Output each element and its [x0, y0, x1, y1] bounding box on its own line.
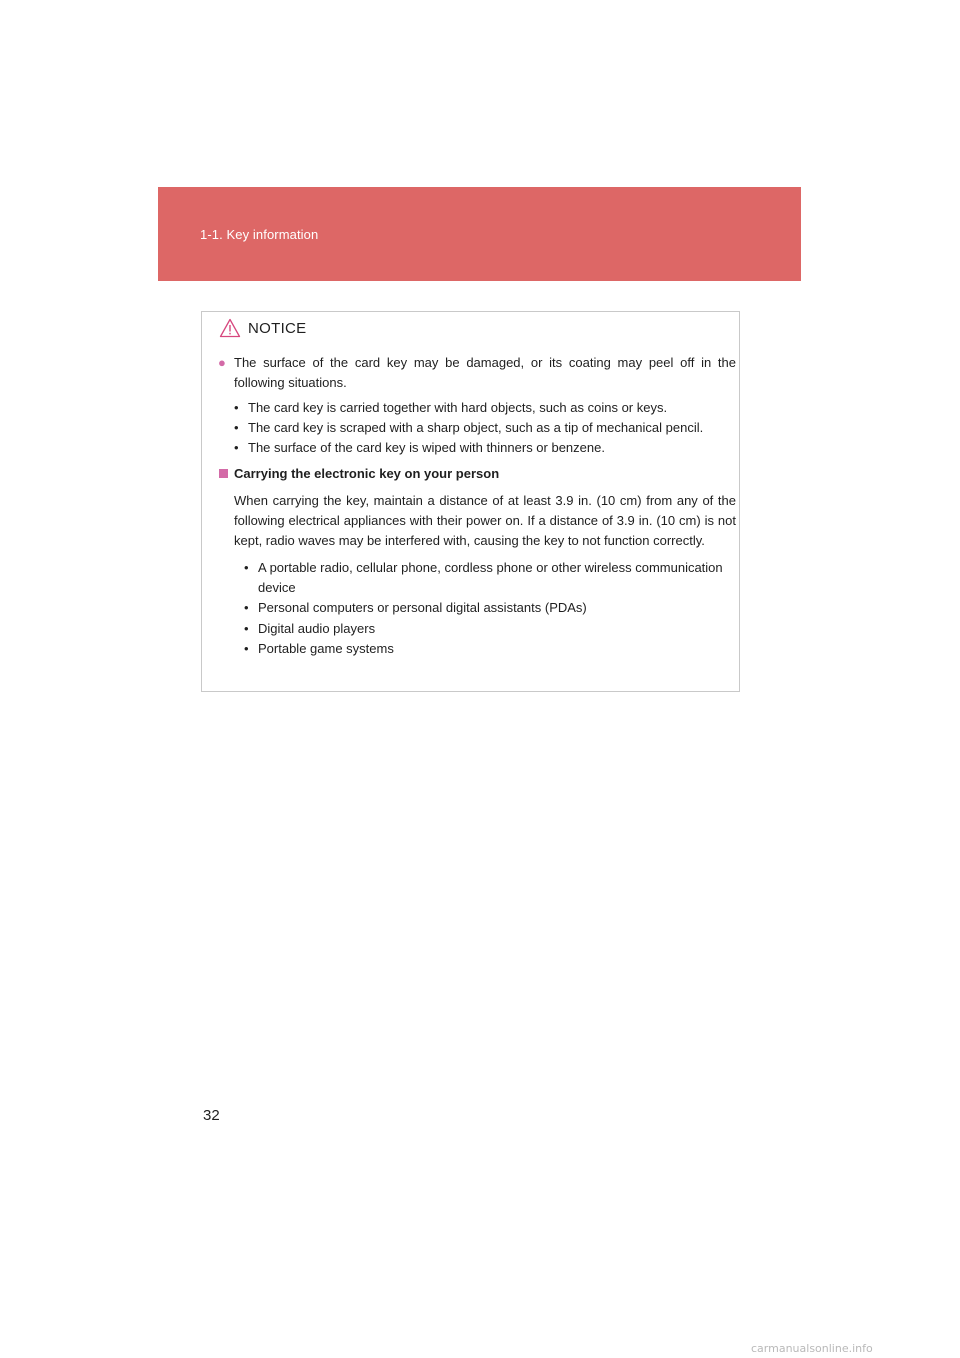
- section-heading-text: Carrying the electronic key on your person: [234, 466, 500, 482]
- page-number: 32: [203, 1107, 220, 1124]
- bullet-dot-icon: •: [234, 440, 239, 456]
- bullet-dot-icon: •: [244, 620, 249, 636]
- warning-triangle-icon: [219, 318, 241, 338]
- situation-text: The card key is carried together with hard objects, such as coins or keys.: [248, 399, 668, 415]
- notice-box: [201, 311, 740, 692]
- square-bullet-icon: [219, 469, 228, 478]
- list-item: [218, 558, 736, 599]
- notice-title: NOTICE: [248, 319, 307, 337]
- list-item: [218, 398, 736, 418]
- notice-intro: [218, 353, 736, 394]
- list-item: [218, 639, 736, 659]
- appliance-text: Digital audio players: [258, 620, 376, 636]
- list-item: [218, 598, 736, 618]
- section-header-band: [158, 187, 801, 281]
- situations-list: [218, 398, 736, 459]
- appliances-list: [218, 558, 736, 659]
- section-heading: [218, 464, 736, 484]
- bullet-dot-icon: •: [234, 419, 239, 435]
- bullet-dot-icon: •: [244, 559, 249, 575]
- notice-body: [218, 353, 736, 659]
- bullet-dot-icon: •: [234, 399, 239, 415]
- list-item: [218, 619, 736, 639]
- appliance-text: A portable radio, cellular phone, cordless phone or other wireless communication device: [258, 559, 723, 595]
- bullet-dot-icon: •: [244, 600, 249, 616]
- appliance-text: Portable game systems: [258, 640, 394, 656]
- list-item: [218, 438, 736, 458]
- bullet-circle-icon: ●: [218, 355, 226, 370]
- list-item: [218, 418, 736, 438]
- notice-intro-text: The surface of the card key may be damaged, or its coating may peel off in the following situations.: [234, 355, 736, 391]
- situation-text: The surface of the card key is wiped with thinners or benzene.: [248, 440, 605, 456]
- appliance-text: Personal computers or personal digital assistants (PDAs): [258, 600, 587, 616]
- section-paragraph: When carrying the key, maintain a distance of at least 3.9 in. (10 cm) from any of the following electrical appliances with their power on. If a distance of 3.9 in. (10 cm) is not kept, radio waves may be interfered with, causing the key to not function correctly.: [234, 492, 736, 549]
- situation-text: The card key is scraped with a sharp object, such as a tip of mechanical pencil.: [248, 419, 704, 435]
- section-title: 1-1. Key information: [200, 227, 319, 242]
- watermark-text: carmanualsonline.info: [751, 1342, 873, 1355]
- notice-header: [219, 318, 306, 338]
- bullet-dot-icon: •: [244, 640, 249, 656]
